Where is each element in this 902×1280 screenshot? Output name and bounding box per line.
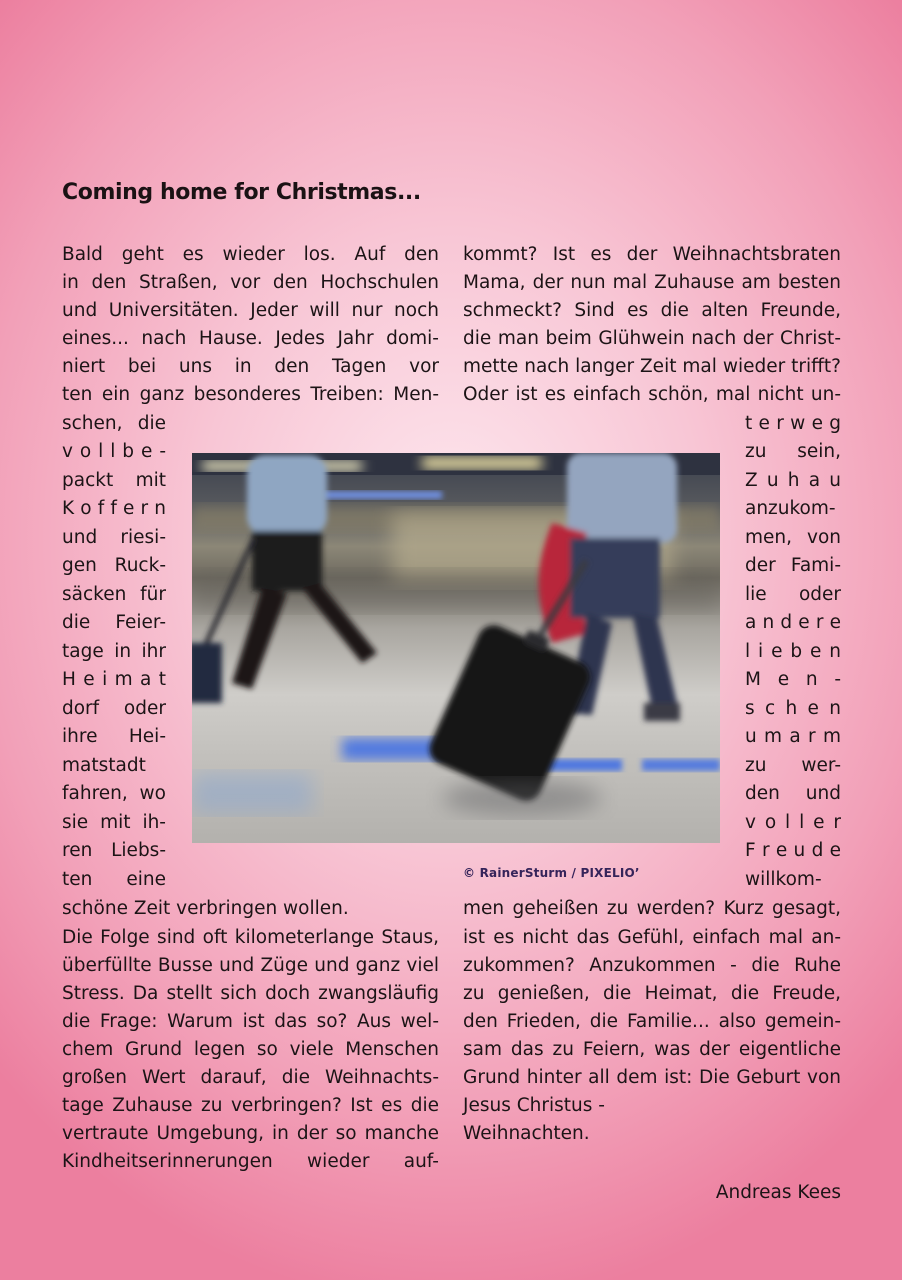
travelers-illustration bbox=[192, 453, 720, 843]
text-line: fahren, wo bbox=[62, 783, 166, 804]
text-line: Die Folge sind oft kilometerlange Staus, bbox=[62, 927, 439, 948]
text-line: Stress. Da stellt sich doch zwangsläufig bbox=[62, 983, 439, 1004]
text-line: tage Zuhause zu verbringen? Ist es die bbox=[62, 1095, 439, 1116]
text-line: sam das zu Feiern, was der eigentliche bbox=[463, 1039, 841, 1060]
text-line: Mama, der nun mal Zuhause am besten bbox=[463, 272, 841, 293]
text-line: gen Ruck- bbox=[62, 555, 166, 576]
text-line: säcken für bbox=[62, 584, 166, 605]
text-line: F r e u d e bbox=[745, 840, 841, 861]
text-line: men, von bbox=[745, 527, 841, 548]
text-line: chem Grund legen so viele Menschen bbox=[62, 1039, 439, 1060]
text-line: ren Liebs- bbox=[62, 840, 166, 861]
text-line: ten ein ganz besonderes Treiben: Men- bbox=[62, 384, 439, 405]
author-name: Andreas Kees bbox=[715, 1182, 841, 1203]
text-line: dorf oder bbox=[62, 698, 166, 719]
text-line: t e r w e g bbox=[745, 413, 841, 434]
text-line: die Frage: Warum ist das so? Aus wel- bbox=[62, 1011, 439, 1032]
text-line: anzukom- bbox=[745, 498, 836, 519]
page-title: Coming home for Christmas... bbox=[62, 180, 421, 205]
text-line: ten eine bbox=[62, 869, 166, 890]
text-line: Z u h a u bbox=[745, 470, 841, 491]
text-line: überfüllte Busse und Züge und ganz viel bbox=[62, 955, 439, 976]
text-line: Kindheitserinnerungen wieder auf- bbox=[62, 1151, 439, 1172]
text-line: lie oder bbox=[745, 584, 841, 605]
text-line: ihre Hei- bbox=[62, 726, 166, 747]
text-line: ist es nicht das Gefühl, einfach mal an- bbox=[463, 927, 841, 948]
text-line: den Frieden, die Familie... also gemein- bbox=[463, 1011, 841, 1032]
text-line: sie mit ih- bbox=[62, 812, 166, 833]
text-line: der Fami- bbox=[745, 555, 841, 576]
text-line: a n d e r e bbox=[745, 612, 841, 633]
text-line: Jesus Christus - bbox=[463, 1095, 605, 1116]
text-line: und riesi- bbox=[62, 527, 166, 548]
text-line: men geheißen zu werden? Kurz gesagt, bbox=[463, 898, 841, 919]
text-line: die Feier- bbox=[62, 612, 166, 633]
text-line: M e n - bbox=[745, 669, 841, 690]
text-line: mette nach langer Zeit mal wieder trifft? bbox=[463, 356, 841, 377]
text-line: H e i m a t bbox=[62, 669, 166, 690]
text-line: zukommen? Anzukommen - die Ruhe bbox=[463, 955, 841, 976]
text-line: eines... nach Hause. Jedes Jahr domi- bbox=[62, 328, 439, 349]
text-line: vertraute Umgebung, in der so manche bbox=[62, 1123, 439, 1144]
text-line: großen Wert darauf, die Weihnachts- bbox=[62, 1067, 439, 1088]
text-line: v o l l e r bbox=[745, 812, 841, 833]
text-line: und Universitäten. Jeder will nur noch bbox=[62, 300, 439, 321]
text-line: matstadt bbox=[62, 755, 146, 776]
text-line: Weihnachten. bbox=[463, 1123, 590, 1144]
text-line: die man beim Glühwein nach der Christ- bbox=[463, 328, 841, 349]
text-line: den und bbox=[745, 783, 841, 804]
text-line: zu sein, bbox=[745, 441, 841, 462]
text-line: zu genießen, die Heimat, die Freude, bbox=[463, 983, 841, 1004]
text-line: Oder ist es einfach schön, mal nicht un- bbox=[463, 384, 841, 405]
text-line: Bald geht es wieder los. Auf den bbox=[62, 244, 439, 265]
text-line: s c h e n bbox=[745, 698, 841, 719]
text-line: schöne Zeit verbringen wollen. bbox=[62, 898, 349, 919]
text-line: packt mit bbox=[62, 470, 166, 491]
text-line: tage in ihr bbox=[62, 641, 166, 662]
text-line: kommt? Ist es der Weihnachtsbraten bbox=[463, 244, 841, 265]
text-line: niert bei uns in den Tagen vor bbox=[62, 356, 439, 377]
text-line: schmeckt? Sind es die alten Freunde, bbox=[463, 300, 841, 321]
text-line: l i e b e n bbox=[745, 641, 841, 662]
text-line: willkom- bbox=[745, 869, 822, 890]
text-line: K o f f e r n bbox=[62, 498, 166, 519]
text-line: in den Straßen, vor den Hochschulen bbox=[62, 272, 439, 293]
text-line: zu wer- bbox=[745, 755, 841, 776]
travelers-photo bbox=[192, 453, 720, 843]
photo-credit: © RainerSturm / PIXELIO’ bbox=[463, 866, 640, 880]
text-line: v o l l b e - bbox=[62, 441, 166, 462]
text-line: schen, die bbox=[62, 413, 166, 434]
text-line: u m a r m bbox=[745, 726, 841, 747]
text-line: Grund hinter all dem ist: Die Geburt von bbox=[463, 1067, 841, 1088]
